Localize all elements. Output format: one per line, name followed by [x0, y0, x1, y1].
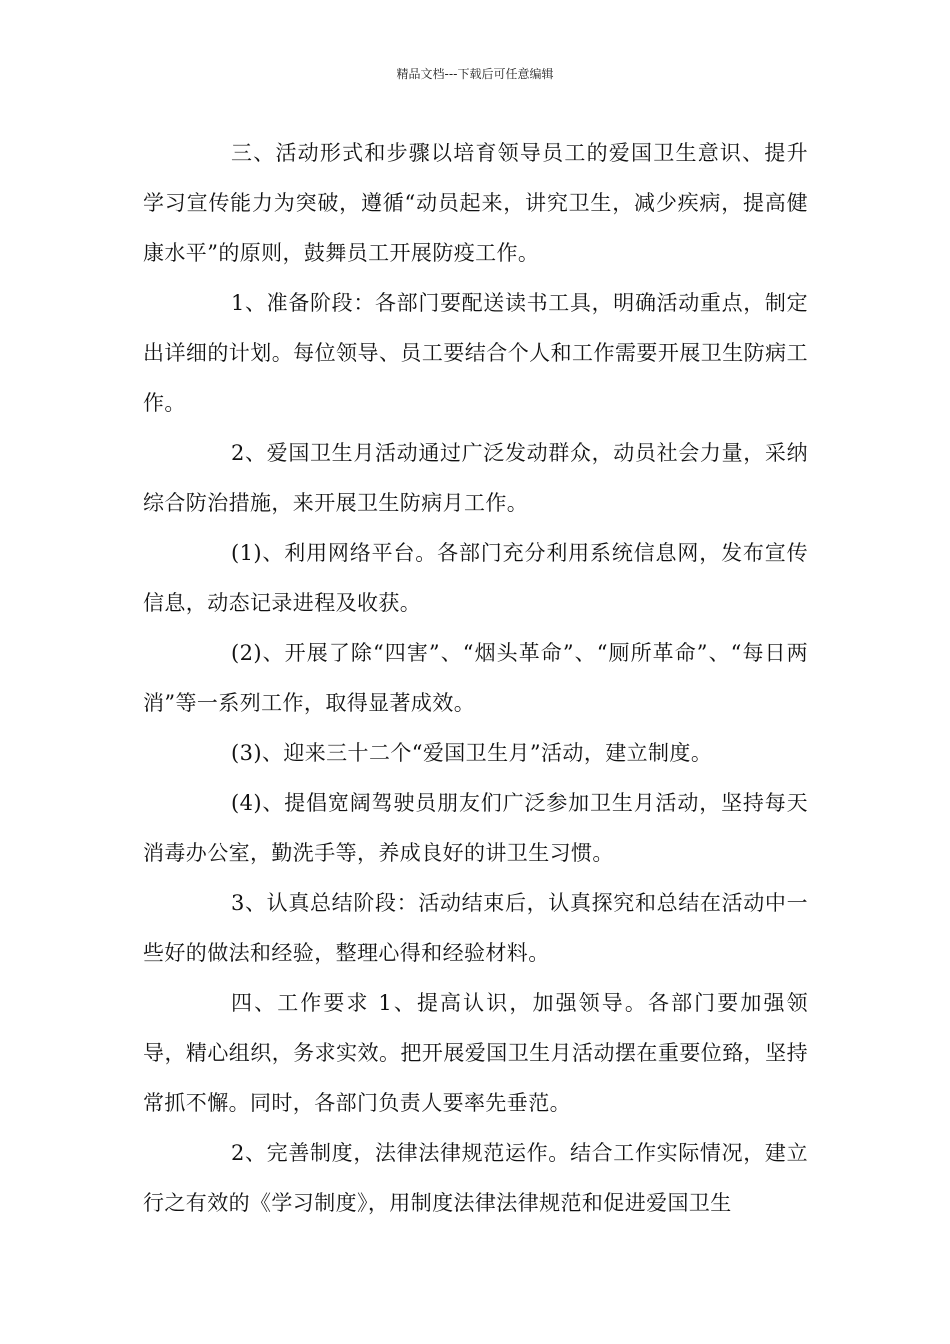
page-header: 精品文档---下载后可任意编辑 — [396, 67, 554, 81]
paragraph-preparation-stage: 1、准备阶段：各部门要配送读书工具，明确活动重点，制定出详细的计划。每位领导、员工要结合个人和工作需要开展卫生防病工作。 — [143, 291, 808, 415]
paragraph-improve-system: 2、完善制度，法律法律规范运作。结合工作实际情况，建立行之有效的《学习制度》，用制度法律法律规范和促进爱国卫生 — [143, 1141, 808, 1215]
paragraph-summary-stage: 3、认真总结阶段：活动结束后，认真探究和总结在活动中一些好的做法和经验，整理心得和经验材料。 — [143, 891, 808, 965]
document-body — [143, 128, 808, 1228]
paragraph-item-1: (1)、利用网络平台。各部门充分利用系统信息网，发布宣传信息，动态记录进程及收获。 — [143, 541, 808, 615]
paragraph-work-requirements: 四、工作要求 1、提高认识，加强领导。各部门要加强领导，精心组织，务求实效。把开展爱国卫生月活动摆在重要位臵，坚持常抓不懈。同时，各部门负责人要率先垂范。 — [143, 991, 808, 1115]
paragraph-item-3: (3)、迎来三十二个“爱国卫生月”活动，建立制度。 — [231, 741, 713, 765]
paragraph-activity-form: 三、活动形式和步骤以培育领导员工的爱国卫生意识、提升学习宣传能力为突破，遵循“动员起来，讲究卫生，减少疾病，提高健康水平”的原则，鼓舞员工开展防疫工作。 — [143, 141, 808, 265]
paragraph-health-month-activity: 2、爱国卫生月活动通过广泛发动群众，动员社会力量，采纳综合防治措施，来开展卫生防病月工作。 — [143, 441, 808, 515]
paragraph-item-4: (4)、提倡宽阔驾驶员朋友们广泛参加卫生月活动，坚持每天消毒办公室，勤洗手等，养成良好的讲卫生习惯。 — [143, 791, 808, 865]
paragraph-item-2: (2)、开展了除“四害”、“烟头革命”、“厕所革命”、“每日两消”等一系列工作，取得显著成效。 — [143, 641, 808, 715]
